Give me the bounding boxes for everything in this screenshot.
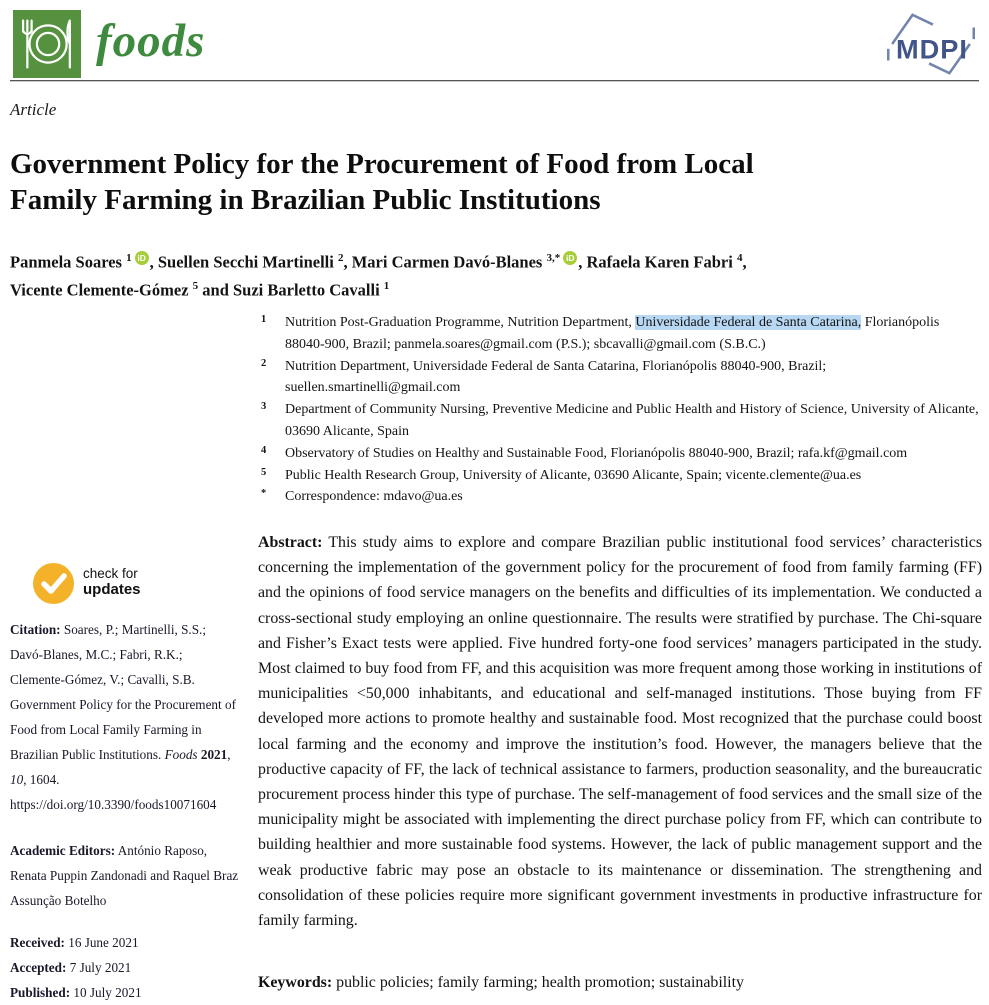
header-divider (10, 80, 979, 82)
badge-line1: check for (83, 566, 138, 581)
keywords-text: public policies; family farming; health promotion; sustainability (336, 973, 744, 991)
academic-editors-text: António Raposo, Renata Puppin Zandonadi and Raquel Braz Assunção Botelho (10, 843, 239, 908)
mdpi-logo (884, 10, 978, 78)
affiliation-marker: 2 (261, 357, 267, 369)
date-row: Accepted: 7 July 2021 (10, 960, 132, 975)
affiliation-marker: * (261, 488, 267, 500)
check-for-updates-badge[interactable] (33, 563, 223, 607)
fork-plate-knife-icon (13, 10, 81, 78)
affiliation-item: 2 Nutrition Department, Universidade Federal de Santa Catarina, Florianópolis 88040-900, Brazil; suellen.smartinelli@gmail.com (261, 357, 827, 396)
abstract-text: This study aims to explore and compare Brazilian public institutional food services’ characteristics concerning the implementation of the government policy for the procurement of food from family farming (FF) and the opinions of food service managers on the benefits and difficulties of its implementation. We conducted a cross-sectional study employing an online questionnaire. The results were stratified by purchase. The Chi-square and Fisher’s Exact tests were applied. Five hundred forty-one food services’ managers participated in the study. Most claimed to buy food from FF, and this acquisition was more frequent among those working in institutions of municipalities <50,000 inhabitants, and educational and self-managed institutions. Those buying from FF developed more actions to promote healthy and sustainable food. Most recognized that the purchase could boost local farming and the economy and improve the institution’s food. However, the managers believe that the productive capacity of FF, the lack of technical assistance to farmers, production seasonality, and the bureaucratic procurement process hinder this type of purchase. The self-management of food services and the small size of the municipality might be associated with implementing the direct purchase policy from FF, which can contribute to building healthier and more sustainable food systems. However, the lack of public management support and the weak productive fabric may pose an obstacle to its maintenance or dissemination. The strengthening and consolidation of these policies require more significant government investments in productive infrastructure for family farming. (258, 533, 983, 929)
date-row: Received: 16 June 2021 (10, 935, 139, 950)
academic-editors-block (10, 838, 240, 913)
citation-label: Citation: (10, 622, 61, 637)
affiliation-marker: 5 (261, 466, 267, 478)
orcid-icon[interactable]: iD (563, 251, 577, 265)
date-row: Published: 10 July 2021 (10, 985, 142, 1000)
article-type-label: Article (10, 100, 57, 119)
affiliation-marker: 1 (261, 314, 267, 325)
orcid-icon[interactable]: iD (135, 251, 149, 265)
affiliation-item: 5 Public Health Research Group, University of Alicante, 03690 Alicante, Spain; vicente.clemente@ua.es (261, 466, 862, 483)
affiliation-list (258, 312, 982, 508)
citation-text: Soares, P.; Martinelli, S.S.; Davó-Blanes, M.C.; Fabri, R.K.; Clemente-Gómez, V.; Cavalli, S.B. Government Policy for the Procurement of Food from Local Family Farming in Brazilian Public Institutions. Foods 2021, 10, 1604. https://doi.org/10.3390/foods10071604 (10, 622, 236, 812)
check-for-updates-label (83, 566, 141, 598)
affiliation-item: * Correspondence: mdavo@ua.es (261, 488, 463, 505)
foods-journal-logo (13, 10, 81, 78)
selected-text: Universidade Federal de Santa Catarina, (635, 315, 862, 330)
affiliation-item: 4 Observatory of Studies on Healthy and Sustainable Food, Florianópolis 88040-900, Brazil; rafa.kf@gmail.com (261, 444, 908, 461)
check-icon (33, 563, 74, 604)
academic-editors-label: Academic Editors: (10, 843, 116, 858)
mdpi-wordmark: MDPI (896, 33, 968, 65)
abstract (258, 530, 982, 933)
doi-link[interactable]: https://doi.org/10.3390/foods10071604 (10, 797, 217, 812)
page-title: Government Policy for the Procurement of Food from Local Family Farming in Brazilian Public Institutions (10, 148, 754, 217)
keywords (258, 974, 982, 992)
affiliation-marker: 3 (261, 401, 267, 413)
dates-block (10, 930, 240, 1005)
badge-line2: updates (83, 581, 141, 598)
journal-name: foods (96, 15, 206, 67)
abstract-label: Abstract: (258, 533, 323, 551)
affiliation-marker: 4 (261, 444, 267, 456)
citation-block (10, 617, 240, 817)
affiliation-item: 3 Department of Community Nursing, Preventive Medicine and Public Health and History of Science, University of Alicante, 03690 Alicante, Spain (261, 401, 979, 439)
keywords-label: Keywords: (258, 973, 333, 991)
author-line: Panmela Soares $^1$ iD , Suellen Secchi Martinelli $^2$, Mari Carmen Davó-Blanes $^{3,*}$ iD , Rafaela Karen Fabri $^4$, Vicente Clemente-Gómez $^5$ and Suzi Barletto Cavalli $^1$ (10, 251, 747, 300)
affiliation-item: 1 Nutrition Post-Graduation Programme, Nutrition Department, Universidade Federal de Santa Catarina, Florianópolis 88040-900, Brazil; panmela.soares@gmail.com (P.S.); sbcavalli@gmail.com (S.B.C.) (261, 314, 940, 352)
